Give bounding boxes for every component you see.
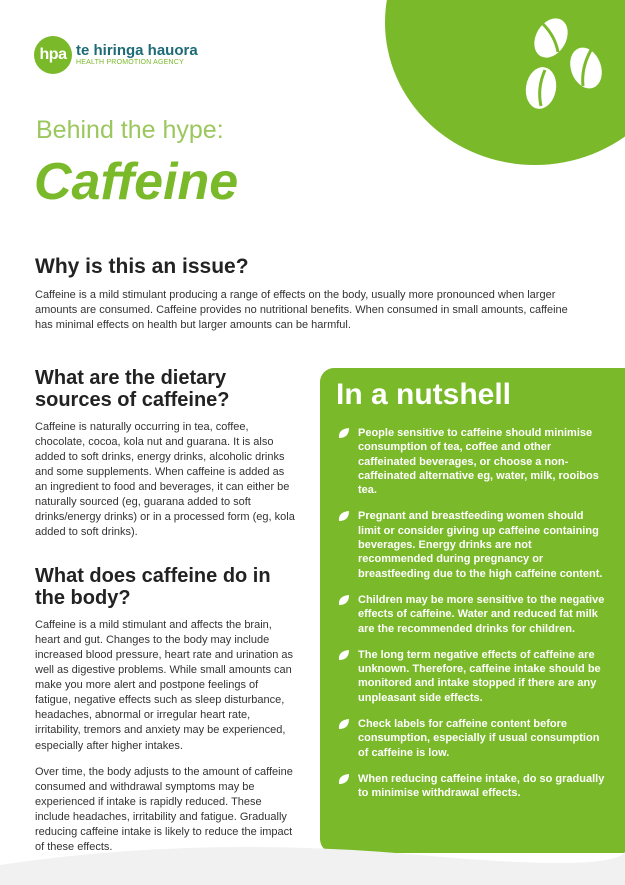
nutshell-item-text: The long term negative effects of caffeine are unknown. Therefore, caffeine intake should be monitored and intake stopped if there are any unpleasant side effects.: [358, 648, 601, 704]
section-heading-issue: Why is this an issue?: [35, 255, 249, 278]
nutshell-item: [338, 509, 608, 580]
nutshell-item-text: People sensitive to caffeine should minimise consumption of tea, coffee and other caffeinated beverages, or choose a non-caffeinated alternative eg, water, milk, rooibos tea.: [358, 427, 599, 497]
coffee-beans-icon: [511, 10, 611, 120]
leaf-bullet-icon: [338, 718, 350, 730]
logo-subtitle: HEALTH PROMOTION AGENCY: [76, 59, 184, 67]
page-title: Caffeine: [34, 153, 239, 211]
nutshell-item-text: When reducing caffeine intake, do so gradually to minimise withdrawal effects.: [358, 772, 605, 800]
section-paragraph-sources: Caffeine is naturally occurring in tea, coffee, chocolate, cocoa, kola nut and guarana. It is also added to soft drinks, energy drinks, alcoholic drinks and some supplements. When caffeine is added as an ingredient to food and beverages, it can either be naturally sourced (eg, guarana added to soft drinks/energy drinks) or in a processed form (eg, kola added to soft drinks).: [35, 421, 295, 539]
nutshell-item-text: Pregnant and breastfeeding women should limit or consider giving up caffeine containing beverages. Energy drinks are not recommended during pregnancy or breastfeeding due to the high caffeine content.: [358, 510, 603, 580]
nutshell-panel: [320, 368, 625, 853]
leaf-bullet-icon: [338, 773, 350, 785]
leaf-bullet-icon: [338, 427, 350, 439]
leaf-bullet-icon: [338, 510, 350, 522]
section-heading-body-effects: What does caffeine do in the body?: [35, 565, 271, 609]
section-paragraph-issue: Caffeine is a mild stimulant producing a range of effects on the body, usually more pronounced when larger amounts are consumed. Caffeine provides no nutritional benefits. When consumed in small amounts, caffeine has minimal effects on health but larger amounts can be harmful.: [35, 289, 568, 331]
nutshell-item: [338, 772, 608, 801]
leaf-bullet-icon: [338, 649, 350, 661]
nutshell-item-text: Children may be more sensitive to the negative effects of caffeine. Water and reduced fat milk are the recommended drinks for children.: [358, 593, 605, 635]
nutshell-item: [338, 593, 608, 636]
logo-mark: hpa: [34, 36, 72, 74]
nutshell-item: [338, 717, 608, 760]
section-paragraph-body-effects: Caffeine is a mild stimulant and affects the brain, heart and gut. Changes to the body may include increased blood pressure, heart rate and urination as well as digestive problems. While small amounts can make you more alert and postpone feelings of fatigue, negative effects such as sleep disturbance, headaches, abnormal or irregular heart rate, irritability, tremors and anxiety may be experienced, especially after higher intakes.: [35, 619, 294, 752]
nutshell-title: In a nutshell: [336, 378, 512, 411]
nutshell-list: [338, 426, 608, 813]
section-heading-sources: What are the dietary sources of caffeine?: [35, 367, 230, 411]
section-paragraph-withdrawal: Over time, the body adjusts to the amount of caffeine consumed and withdrawal symptoms may be experienced if intake is rapidly reduced. These include headaches, irritability and fatigue. Gradually reducing caffeine intake is likely to reduce the impact of these effects.: [35, 766, 293, 854]
nutshell-item: [338, 426, 608, 497]
footer-swoosh: [0, 805, 625, 885]
leaf-bullet-icon: [338, 594, 350, 606]
logo-name: te hiringa hauora: [76, 42, 198, 60]
page-kicker: Behind the hype:: [36, 116, 224, 144]
nutshell-item-text: Check labels for caffeine content before consumption, especially if usual consumption of caffeine is low.: [358, 718, 600, 759]
nutshell-item: [338, 648, 608, 705]
hpa-logo: [34, 36, 198, 74]
